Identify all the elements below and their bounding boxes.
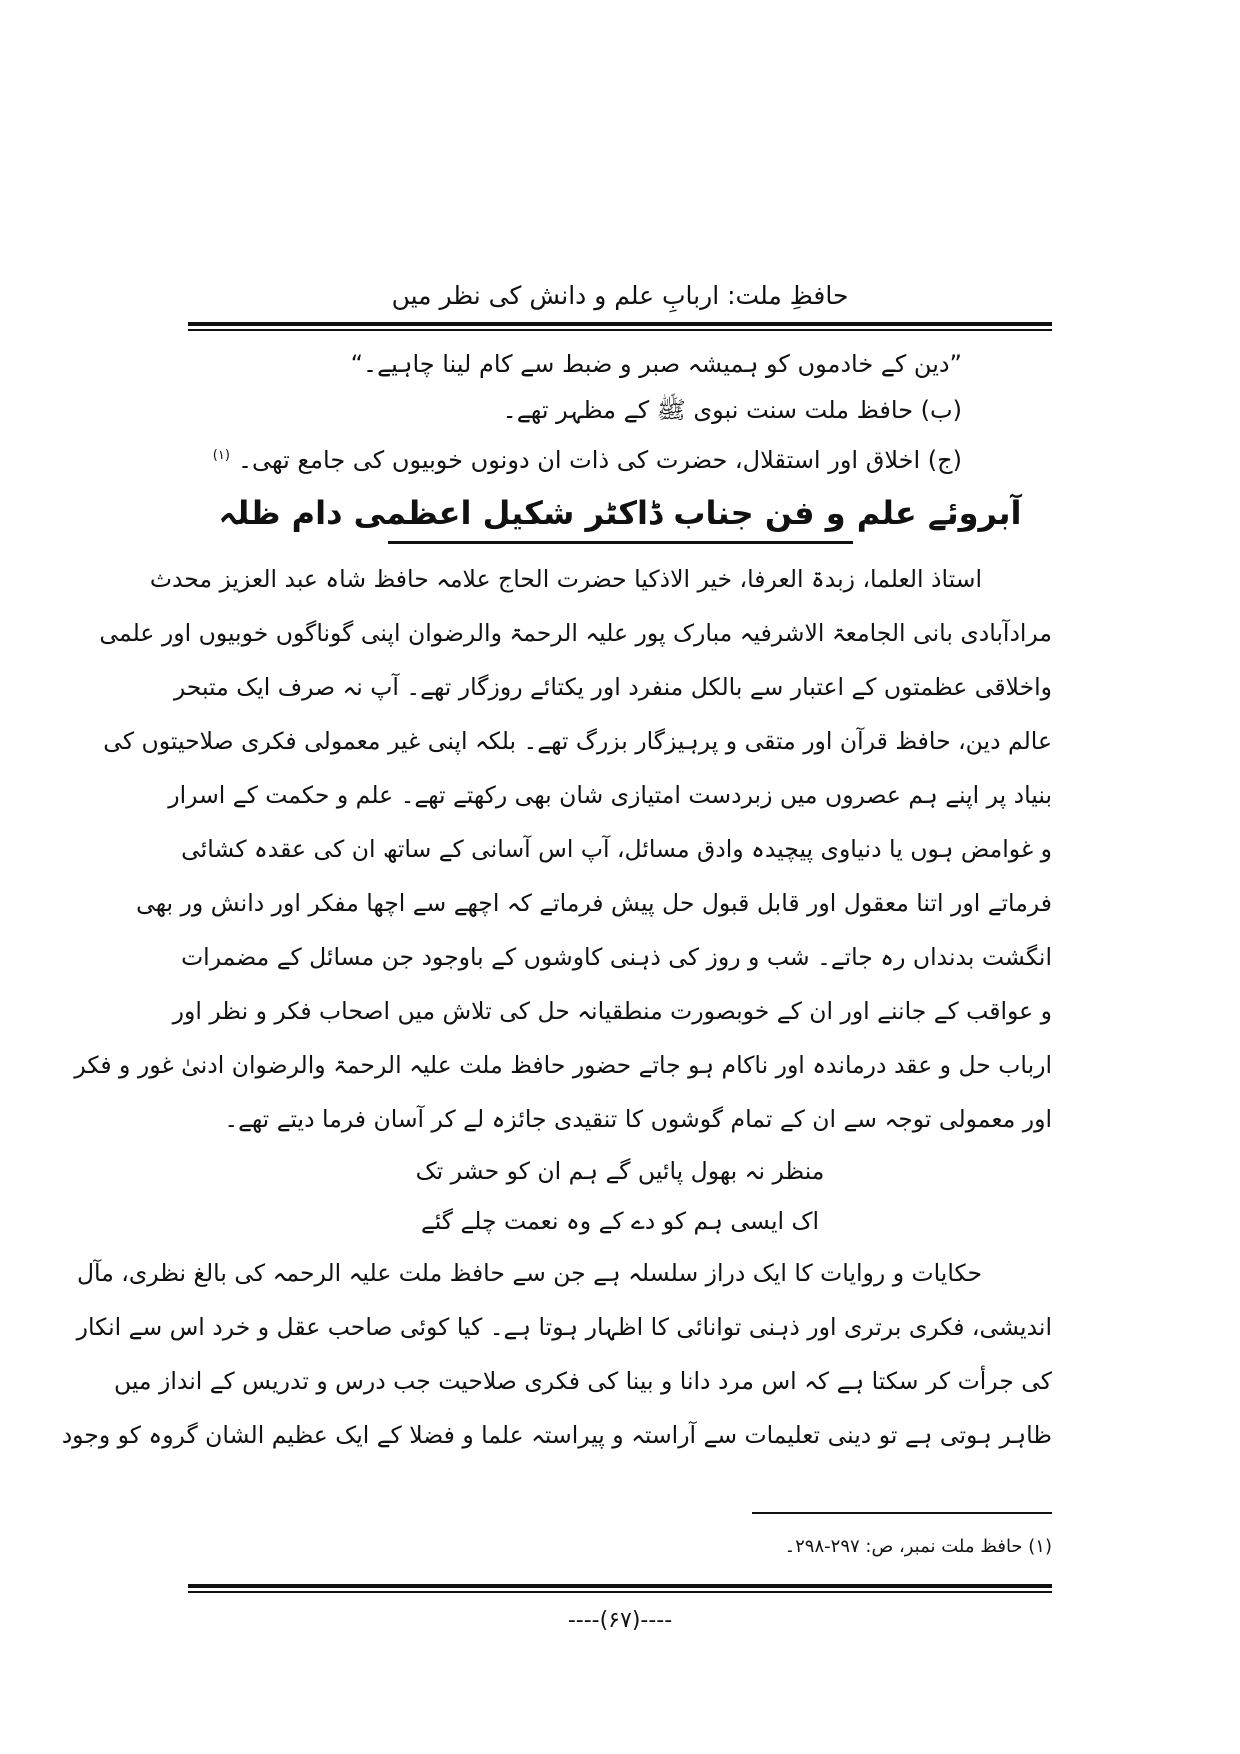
section-title-underline — [388, 541, 853, 544]
body-line: مرادآبادی بانی الجامعۃ الاشرفیہ مبارک پور علیہ الرحمۃ والرضوان اپنی گوناگوں خوبیوں اور علمی — [99, 619, 1052, 647]
verse-line: منظر نہ بھول پائیں گے ہم ان کو حشر تک — [415, 1157, 825, 1185]
body-line: بنیاد پر اپنے ہم عصروں میں زبردست امتیازی شان بھی رکھتے تھے۔ علم و حکمت کے اسرار — [168, 781, 1052, 809]
paragraph-2 — [61, 1246, 1052, 1462]
footnote-marker: (۱) — [212, 448, 230, 463]
footnote-rule — [752, 1512, 1052, 1514]
footer-double-rule — [188, 1584, 1052, 1593]
point-c-text: (ج) اخلاق اور استقلال، حضرت کی ذات ان دونوں خوبیوں کی جامع تھی۔ — [237, 446, 962, 474]
body-line: ارباب حل و عقد درماندہ اور ناکام ہو جاتے حضور حافظ ملت علیہ الرحمۃ والرضوان ادنیٰ غور و فکر — [74, 1051, 1052, 1079]
page-number: ----(۶۷)---- — [567, 1608, 673, 1633]
body-line: اندیشی، فکری برتری اور ذہنی توانائی کا اظہار ہوتا ہے۔ کیا کوئی صاحب عقل و خرد اس سے انکار — [76, 1313, 1052, 1341]
paragraph-1 — [74, 552, 1052, 1146]
body-line: کی جرأت کر سکتا ہے کہ اس مرد دانا و بینا کی فکری صلاحیت جب درس و تدریس کے انداز میں — [113, 1367, 1052, 1395]
body-line: عالم دین، حافظ قرآن اور متقی و پرہیزگار بزرگ تھے۔ بلکہ اپنی غیر معمولی فکری صلاحیتوں کی — [103, 727, 1052, 755]
body-line: فرماتے اور اتنا معقول اور قابل قبول حل پیش فرماتے کہ اچھے سے اچھا مفکر اور دانش ور بھی — [136, 889, 1052, 917]
quote-line: ”دین کے خادموں کو ہمیشہ صبر و ضبط سے کام لینا چاہیے۔“ — [350, 350, 962, 378]
book-page — [61, 276, 1052, 1639]
body-line: و غوامض ہوں یا دنیاوی پیچیدہ وادق مسائل، آپ اس آسانی کے ساتھ ان کی عقدہ کشائی — [181, 835, 1052, 863]
verse — [188, 1146, 1052, 1246]
point-c-line — [188, 433, 1052, 483]
point-b-line: (ب) حافظ ملت سنت نبوی ﷺ کے مظہر تھے۔ — [502, 396, 962, 424]
body-line: و عواقب کے جاننے اور ان کے خوبصورت منطقیانہ حل کی تلاش میں اصحاب فکر و نظر اور — [172, 997, 1052, 1025]
body-line: استاذ العلما، زبدۃ العرفا، خیر الاذکیا حضرت الحاج علامہ حافظ شاہ عبد العزیز محدث — [149, 565, 982, 593]
header-double-rule — [188, 322, 1052, 331]
section-title: آبروئے علم و فن جناب ڈاکٹر شکیل اعظمی دام ظلہ — [218, 494, 1022, 532]
body-line: حکایات و روایات کا ایک دراز سلسلہ ہے جن سے حافظ ملت علیہ الرحمہ کی بالغ نظری، مآل — [76, 1259, 982, 1287]
body-line: اور معمولی توجہ سے ان کے تمام گوشوں کا تنقیدی جائزہ لے کر آسان فرما دیتے تھے۔ — [224, 1105, 1052, 1133]
body-line: انگشت بدنداں رہ جاتے۔ شب و روز کی ذہنی کاوشوں کے باوجود جن مسائل کے مضمرات — [181, 943, 1052, 971]
body-line: واخلاقی عظمتوں کے اعتبار سے بالکل منفرد اور یکتائے روزگار تھے۔ آپ نہ صرف ایک متبحر — [173, 673, 1052, 701]
verse-line: اک ایسی ہم کو دے کے وہ نعمت چلے گئے — [420, 1207, 820, 1235]
running-head: حافظِ ملت: اربابِ علم و دانش کی نظر میں — [391, 281, 849, 310]
body-line: ظاہر ہوتی ہے تو دینی تعلیمات سے آراستہ و پیراستہ علما و فضلا کے ایک عظیم الشان گروہ کو وجود — [61, 1421, 1052, 1449]
footnote: (۱) حافظ ملت نمبر، ص: ۲۹۷-۲۹۸۔ — [784, 1536, 1052, 1557]
